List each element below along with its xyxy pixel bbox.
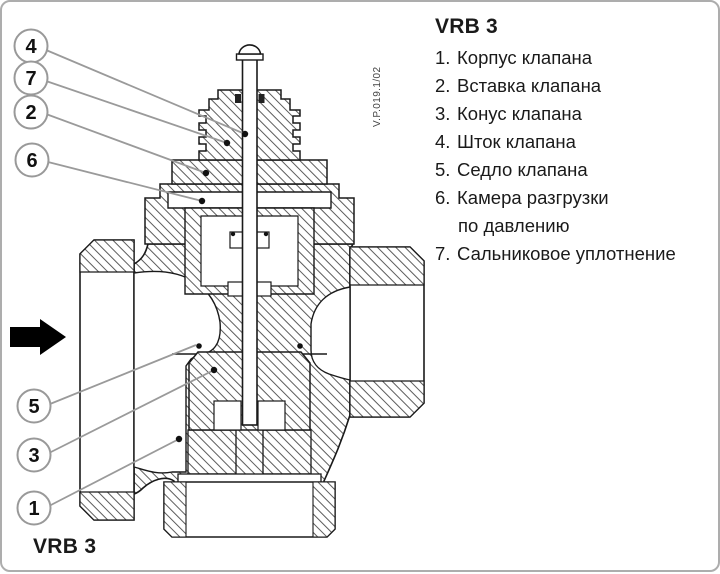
legend-item-2: 2. Вставка клапана [435,75,602,96]
bottom-model-title: VRB 3 [33,535,97,558]
svg-text:4: 4 [25,36,37,58]
callout-3 [18,439,51,472]
document-code: V.P.019.1/02 [372,66,383,127]
svg-text:7: 7 [25,68,37,90]
legend-item-4: 4. Шток клапана [435,131,576,152]
callout-5 [18,390,51,423]
legend-item-6: 6. Камера разгрузки [435,187,609,208]
svg-text:1: 1 [28,498,40,520]
legend-item-3: 3. Конус клапана [435,103,582,124]
callout-4 [15,30,48,63]
legend-item-6-cont: по давлению [458,215,570,236]
callout-7 [15,62,48,95]
svg-text:5: 5 [28,396,40,418]
svg-text:6: 6 [26,150,38,172]
legend-item-7: 7. Сальниковое уплотнение [435,243,676,264]
flow-direction-arrow [10,319,66,355]
callout-2 [15,96,48,129]
callout-6 [16,144,49,177]
callout-1 [18,492,51,525]
legend-title: VRB 3 [435,15,498,38]
legend [435,14,676,268]
svg-text:3: 3 [28,445,40,467]
legend-item-5: 5. Седло клапана [435,159,588,180]
gland-packing-seal [235,94,241,103]
legend-item-1: 1. Корпус клапана [435,47,593,68]
gland-packing-seal [259,94,265,103]
svg-text:2: 2 [25,102,37,124]
